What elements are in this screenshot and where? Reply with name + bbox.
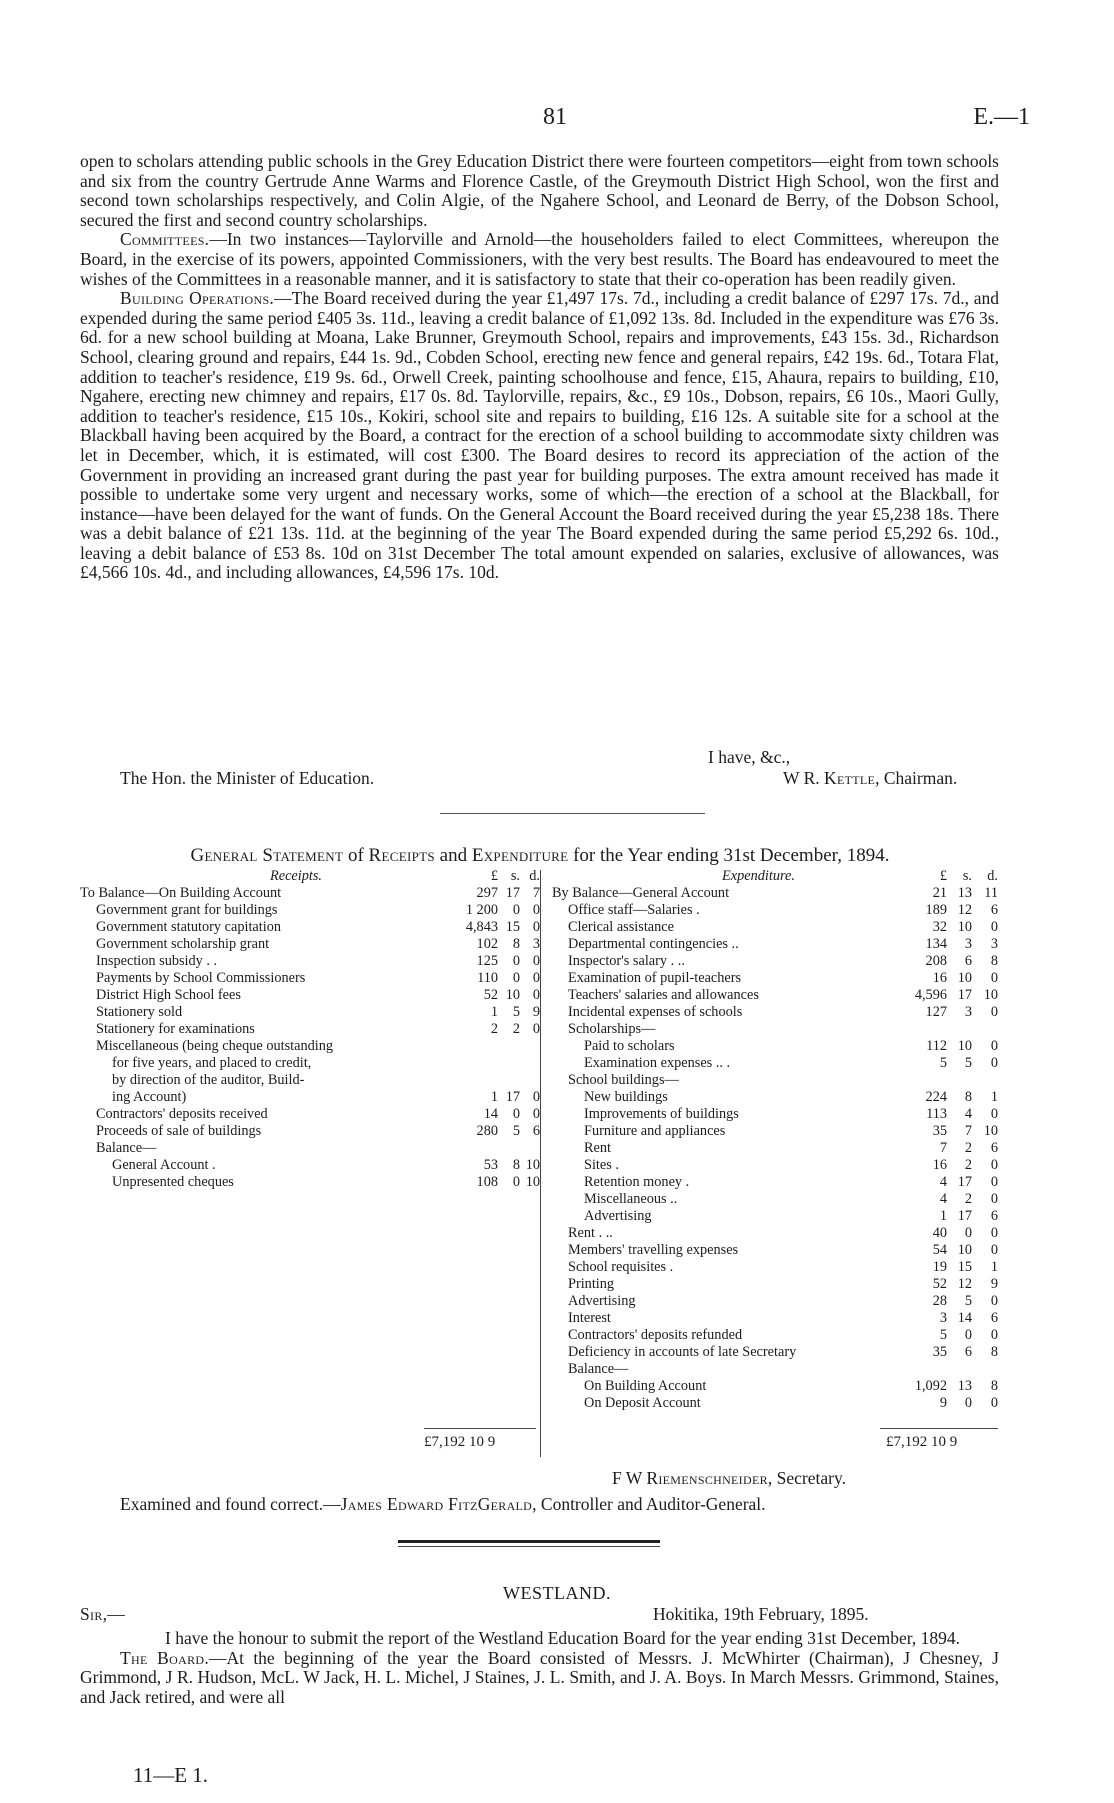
line-item-label: Government scholarship grant [96, 936, 270, 952]
line-item-label: School buildings— [568, 1072, 679, 1088]
line-item-label: Interest [568, 1310, 611, 1326]
amount-shillings: 10 [957, 1038, 972, 1054]
line-item-label: Teachers' salaries and allowances [568, 987, 759, 1003]
ledger-row [552, 1191, 1000, 1208]
line-item-label: Incidental expenses of schools [568, 1004, 743, 1020]
amount-pence: 0 [990, 1191, 998, 1207]
amount-pence: 0 [990, 1038, 998, 1054]
amount-pounds: 125 [476, 953, 498, 969]
amount-pounds: 108 [476, 1174, 498, 1190]
ledger-row [80, 1174, 540, 1191]
amount-shillings: 6 [964, 1344, 972, 1360]
ledger-row [552, 936, 1000, 953]
amount-shillings: 17 [957, 987, 972, 1003]
amount-pence: 10 [983, 987, 998, 1003]
paragraph: I have the honour to submit the report of the Westland Education Board for the year ending 31st December, 1894. [165, 1628, 961, 1648]
amount-pence: 10 [983, 1123, 998, 1139]
amount-shillings: 0 [964, 1395, 972, 1411]
amount-shillings: 17 [505, 1089, 520, 1105]
amount-pence: 10 [525, 1157, 540, 1173]
receipts-header [80, 868, 540, 885]
amount-pence: 0 [532, 1089, 540, 1105]
ledger-row [552, 1106, 1000, 1123]
line-item-label: Rent [584, 1140, 612, 1156]
ledger-row [80, 1055, 532, 1072]
salutation-row [80, 1605, 999, 1629]
amount-pence: 8 [990, 1344, 998, 1360]
line-item-label: Retention money . [584, 1174, 690, 1190]
amount-shillings: 3 [964, 1004, 972, 1020]
line-item-label: Contractors' deposits received [96, 1106, 268, 1122]
amount-shillings: 8 [512, 936, 520, 952]
ledger-row [552, 987, 1000, 1004]
amount-pounds: 280 [476, 1123, 498, 1139]
ledger-row [552, 1395, 1000, 1412]
amount-pence: 8 [990, 1378, 998, 1394]
amount-shillings: 0 [964, 1225, 972, 1241]
line-item-label: Advertising [584, 1208, 652, 1224]
amount-pounds: 4 [939, 1174, 947, 1190]
amount-pence: 0 [990, 1395, 998, 1411]
ledger-row [552, 1174, 1000, 1191]
amount-pence: 9 [532, 1004, 540, 1020]
amount-pence: 3 [532, 936, 540, 952]
line-item-label: Miscellaneous (being cheque outstanding [96, 1038, 334, 1054]
amount-pence: 0 [532, 987, 540, 1003]
ledger-row [552, 1225, 1000, 1242]
amount-shillings: 5 [964, 1055, 972, 1071]
section-divider [398, 1546, 660, 1547]
amount-shillings: 5 [512, 1123, 520, 1139]
line-item-label: Paid to scholars [584, 1038, 675, 1054]
expenditure-header [552, 868, 1000, 885]
amount-pence: 0 [532, 953, 540, 969]
amount-pence: 0 [532, 919, 540, 935]
amount-pounds: 4 [939, 1191, 947, 1207]
page-header [80, 104, 1030, 136]
amount-pence: 6 [990, 1208, 998, 1224]
ledger-row [552, 1378, 1000, 1395]
ledger-row [80, 1157, 540, 1174]
amount-pounds: 110 [477, 970, 498, 986]
amount-shillings: 8 [512, 1157, 520, 1173]
line-item-label: Sites . [584, 1157, 619, 1173]
amount-pounds: 5 [939, 1055, 947, 1071]
ledger-row [80, 1106, 540, 1123]
ledger-row [552, 1310, 1000, 1327]
amount-shillings: 0 [512, 953, 520, 969]
currency-shillings: s. [962, 868, 972, 884]
line-item-label: Stationery sold [96, 1004, 183, 1020]
line-item-label: New buildings [584, 1089, 668, 1105]
ledger-row [552, 885, 1000, 902]
amount-pence: 10 [525, 1174, 540, 1190]
amount-shillings: 10 [505, 987, 520, 1003]
amount-shillings: 2 [964, 1157, 972, 1173]
amount-pence: 7 [532, 885, 540, 901]
ledger-row [552, 919, 1000, 936]
divider [440, 813, 705, 814]
westland-report [80, 1605, 999, 1707]
ledger-row [552, 1055, 1000, 1072]
ledger-row [80, 902, 540, 919]
amount-pence: 0 [532, 1021, 540, 1037]
amount-shillings: 6 [964, 953, 972, 969]
ledger-row [552, 1123, 1000, 1140]
line-item-label: Rent . .. [568, 1225, 613, 1241]
ledger-row [80, 1072, 532, 1089]
ledger-row [80, 970, 540, 987]
line-item-label: Government grant for buildings [96, 902, 278, 918]
ledger-row [552, 1259, 1000, 1276]
currency-pence: d. [529, 868, 540, 884]
ledger-row [552, 1038, 1000, 1055]
line-item-label: Examination of pupil-teachers [568, 970, 742, 986]
amount-pounds: 1 [490, 1089, 498, 1105]
amount-pounds: 4,596 [914, 987, 947, 1003]
column-header: Receipts. [270, 868, 323, 884]
line-item-label: Stationery for examinations [96, 1021, 255, 1037]
line-item-label: On Deposit Account [584, 1395, 701, 1411]
amount-pounds: 102 [476, 936, 498, 952]
ledger-row [80, 987, 540, 1004]
amount-pence: 0 [532, 902, 540, 918]
amount-pounds: 2 [490, 1021, 498, 1037]
amount-pounds: 9 [939, 1395, 947, 1411]
amount-pence: 1 [990, 1089, 998, 1105]
amount-pence: 0 [990, 1242, 998, 1258]
line-item-label: Unpresented cheques [112, 1174, 234, 1190]
ledger-row [552, 1293, 1000, 1310]
line-item-label: Inspection subsidy . . [96, 953, 218, 969]
amount-pounds: 52 [483, 987, 498, 1003]
amount-shillings: 0 [512, 902, 520, 918]
amount-shillings: 8 [964, 1089, 972, 1105]
ledger-row [552, 902, 1000, 919]
amount-pence: 1 [990, 1259, 998, 1275]
line-item-label: Departmental contingencies .. [568, 936, 739, 952]
line-item-label: General Account . [112, 1157, 216, 1173]
ledger-row [80, 953, 540, 970]
addressee: The Hon. the Minister of Education. [120, 768, 375, 788]
statement-title: General Statement of Receipts and Expenditure for the Year ending 31st December, 1894. [190, 845, 890, 866]
ledger-row [552, 1242, 1000, 1259]
amount-pence: 0 [990, 919, 998, 935]
line-item-label: Deficiency in accounts of late Secretary [568, 1344, 797, 1360]
line-item-label: Printing [568, 1276, 615, 1292]
amount-pounds: 54 [932, 1242, 947, 1258]
line-item-label: Contractors' deposits refunded [568, 1327, 743, 1343]
line-item-label: School requisites . [568, 1259, 674, 1275]
amount-pence: 0 [990, 1055, 998, 1071]
amount-shillings: 2 [512, 1021, 520, 1037]
amount-shillings: 7 [964, 1123, 972, 1139]
paragraph-the-board: The Board.—At the beginning of the year the Board consisted of Messrs. J. McWhirter (Chairman), J Chesney, J Grimmond, J R. Hudson, McL. W Jack, H. L. Michel, J Staines, J. L. Smith, and J. A. Boys. In March Messrs. Grimmond, Staines, and Jack retired, and were all [80, 1647, 999, 1707]
line-item-label: ing Account) [112, 1089, 187, 1105]
amount-shillings: 12 [957, 902, 972, 918]
amount-shillings: 0 [512, 970, 520, 986]
signatory: W R. Kettle, Chairman. [783, 768, 958, 788]
amount-pence: 11 [984, 885, 998, 901]
amount-pounds: 224 [925, 1089, 947, 1105]
amount-pence: 0 [990, 1293, 998, 1309]
ledger-row [552, 1072, 1000, 1089]
expenditure-total: £7,192 10 9 [886, 1434, 958, 1450]
ledger-row [552, 1327, 1000, 1344]
amount-pence: 6 [990, 1140, 998, 1156]
amount-pence: 0 [990, 1327, 998, 1343]
amount-shillings: 17 [957, 1174, 972, 1190]
ledger-row [80, 1004, 540, 1021]
ledger-row [80, 1038, 532, 1055]
amount-pounds: 19 [932, 1259, 947, 1275]
auditor-certification: Examined and found correct.—James Edward FitzGerald, Controller and Auditor-General. [120, 1494, 766, 1514]
section-divider [398, 1540, 660, 1543]
amount-pence: 0 [990, 1004, 998, 1020]
amount-shillings: 10 [957, 1242, 972, 1258]
amount-shillings: 17 [505, 885, 520, 901]
line-item-label: Furniture and appliances [584, 1123, 726, 1139]
amount-pence: 6 [990, 902, 998, 918]
amount-pounds: 4,843 [465, 919, 498, 935]
ledger-row [80, 1089, 540, 1106]
amount-pounds: 16 [932, 970, 947, 986]
paragraph-building-operations: Building Operations.—The Board received during the year £1,497 17s. 7d., including a credit balance of £297 17s. 7d., and expended during the same period £405 3s. 11d., leaving a credit balance of £1,092 13s. 8d. Included in the expenditure was £76 3s. 6d. for a new school building at Moana, Lake Brunner, Greymouth School, repairs and improvements, £43 15s. 3d., Richardson School, clearing ground and repairs, £44 1s. 9d., Cobden School, erecting new fence and general repairs, £42 19s. 6d., Totara Flat, addition to teacher's residence, £19 9s. 6d., Orwell Creek, painting schoolhouse and fence, £15, Ahaura, repairs to building, £10, Ngahere, erecting new chimney and repairs, £17 0s. 8d. Taylorville, repairs, &c., £9 10s., Dobson, repairs, £6 10s., Maori Gully, addition to teacher's residence, £15 10s., Kokiri, school site and repairs to building, £16 12s. A suitable site for a school at the Blackball having been acquired by the Board, a contract for the erection of a school building to accommodate sixty children was let in December, which, it is estimated, will cost £300. The Board desires to record its appreciation of the action of the Government in providing an increased grant during the past year for building purposes. The extra amount received has made it possible to undertake some very urgent and necessary works, some of which—the erection of a school at the Blackball, for instance—have been delayed for the want of funds. On the General Account the Board received during the year £5,238 18s. There was a debit balance of £21 13s. 11d. at the beginning of the year The Board expended during the same period £5,292 6s. 10d., leaving a debit balance of £53 8s. 10d on 31st December The total amount expended on salaries, exclusive of allowances, was £4,566 10s. 4d., and including allowances, £4,596 17s. 10d. [80, 288, 999, 583]
ledger-row [80, 1021, 540, 1038]
paragraph: open to scholars attending public schools in the Grey Education District there were fourteen competitors—eight from town schools and six from the country Gertrude Anne Warms and Florence Castle, of the Greymouth District High School, won the first and second town scholarships respectively, and Colin Algie, of the Ngahere School, and Leonard de Berry, of the Dobson School, secured the first and second country scholarships. [80, 151, 999, 230]
signature-mark: 11—E 1. [133, 1763, 209, 1787]
line-item-label: Examination expenses .. . [584, 1055, 731, 1071]
amount-pounds: 35 [932, 1344, 947, 1360]
line-item-label: Members' travelling expenses [568, 1242, 739, 1258]
ledger-row [552, 1157, 1000, 1174]
amount-shillings: 13 [957, 885, 972, 901]
amount-pounds: 3 [939, 1310, 947, 1326]
line-item-label: District High School fees [96, 987, 241, 1003]
ledger-row [552, 1021, 1000, 1038]
page-reference: E.—1 [973, 104, 1030, 130]
salutation: Sir,— [80, 1604, 126, 1624]
amount-pounds: 1 [490, 1004, 498, 1020]
currency-pounds: £ [939, 868, 947, 884]
amount-shillings: 0 [964, 1327, 972, 1343]
amount-pence: 0 [990, 1225, 998, 1241]
line-item-label: Office staff—Salaries . [568, 902, 700, 918]
amount-pounds: 112 [926, 1038, 947, 1054]
amount-pence: 0 [990, 1106, 998, 1122]
column-divider [540, 870, 541, 1457]
closing: I have, &c., [708, 747, 791, 767]
amount-pounds: 14 [483, 1106, 498, 1122]
amount-pounds: 113 [926, 1106, 947, 1122]
amount-shillings: 14 [957, 1310, 972, 1326]
amount-shillings: 13 [957, 1378, 972, 1394]
ledger-row [552, 970, 1000, 987]
amount-shillings: 4 [964, 1106, 972, 1122]
amount-pounds: 53 [483, 1157, 498, 1173]
amount-pence: 0 [532, 970, 540, 986]
amount-shillings: 0 [512, 1106, 520, 1122]
currency-pounds: £ [490, 868, 498, 884]
line-item-label: Government statutory capitation [96, 919, 282, 935]
line-item-label: Balance— [568, 1361, 629, 1377]
line-item-label: Proceeds of sale of buildings [96, 1123, 262, 1139]
amount-shillings: 15 [957, 1259, 972, 1275]
expenditure-total-rule [880, 1428, 998, 1429]
amount-pence: 0 [990, 1174, 998, 1190]
amount-pounds: 32 [932, 919, 947, 935]
currency-pence: d. [987, 868, 998, 884]
amount-shillings: 17 [957, 1208, 972, 1224]
amount-pence: 9 [990, 1276, 998, 1292]
amount-pounds: 52 [932, 1276, 947, 1292]
paragraph-lead: Committees. [120, 229, 210, 250]
line-item-label: On Building Account [584, 1378, 707, 1394]
receipts-total: £7,192 10 9 [424, 1434, 496, 1450]
amount-pounds: 16 [932, 1157, 947, 1173]
amount-shillings: 5 [964, 1293, 972, 1309]
amount-pence: 3 [990, 936, 998, 952]
amount-pence: 0 [532, 1106, 540, 1122]
line-item-label: Balance— [96, 1140, 157, 1156]
line-item-label: Clerical assistance [568, 919, 674, 935]
line-item-label: Scholarships— [568, 1021, 656, 1037]
amount-shillings: 12 [957, 1276, 972, 1292]
line-item-label: Improvements of buildings [584, 1106, 739, 1122]
amount-pounds: 134 [925, 936, 947, 952]
letter-signoff [80, 747, 999, 789]
ledger-row [80, 936, 540, 953]
amount-pounds: 127 [925, 1004, 947, 1020]
column-header: Expenditure. [722, 868, 795, 884]
amount-pounds: 5 [939, 1327, 947, 1343]
line-item-label: By Balance—General Account [552, 885, 730, 901]
section-title: WESTLAND. [503, 1583, 611, 1603]
ledger-row [552, 953, 1000, 970]
line-item-label: Advertising [568, 1293, 636, 1309]
amount-shillings: 15 [505, 919, 520, 935]
amount-pence: 6 [532, 1123, 540, 1139]
line-item-label: by direction of the auditor, Build- [112, 1072, 305, 1088]
amount-pounds: 35 [932, 1123, 947, 1139]
amount-pounds: 189 [925, 902, 947, 918]
place-date: Hokitika, 19th February, 1895. [653, 1604, 869, 1624]
secretary-signature: F W Riemenschneider, Secretary. [612, 1468, 846, 1488]
ledger-row [552, 1089, 1000, 1106]
line-item-label: for five years, and placed to credit, [112, 1055, 312, 1071]
line-item-label: Inspector's salary . .. [568, 953, 685, 969]
amount-pounds: 28 [932, 1293, 947, 1309]
page-number: 81 [543, 104, 567, 130]
amount-shillings: 3 [964, 936, 972, 952]
amount-shillings: 10 [957, 919, 972, 935]
ledger-row [552, 1361, 1000, 1378]
receipts-total-rule [424, 1428, 536, 1429]
amount-shillings: 5 [512, 1004, 520, 1020]
ledger-row [80, 919, 540, 936]
amount-pounds: 7 [939, 1140, 947, 1156]
ledger-row [552, 1140, 1000, 1157]
paragraph-lead: Building Operations. [120, 288, 275, 309]
amount-shillings: 2 [964, 1191, 972, 1207]
line-item-label: Miscellaneous .. [584, 1191, 678, 1207]
paragraph-lead: The Board. [120, 1647, 210, 1668]
amount-pounds: 208 [925, 953, 947, 969]
amount-pounds: 1,092 [914, 1378, 947, 1394]
amount-shillings: 0 [512, 1174, 520, 1190]
ledger-row [552, 1276, 1000, 1293]
amount-pounds: 40 [932, 1225, 947, 1241]
ledger-row [80, 1140, 532, 1157]
report-body [80, 152, 999, 583]
line-item-label: To Balance—On Building Account [80, 885, 282, 901]
amount-pence: 8 [990, 953, 998, 969]
expenditure-column [552, 868, 1000, 1412]
currency-shillings: s. [510, 868, 520, 884]
amount-shillings: 2 [964, 1140, 972, 1156]
amount-shillings: 10 [957, 970, 972, 986]
amount-pence: 0 [990, 1157, 998, 1173]
amount-pence: 6 [990, 1310, 998, 1326]
amount-pence: 0 [990, 970, 998, 986]
amount-pounds: 1 200 [465, 902, 498, 918]
amount-pounds: 1 [939, 1208, 947, 1224]
line-item-label: Payments by School Commissioners [96, 970, 306, 986]
ledger-row [80, 885, 540, 902]
receipts-column [80, 868, 540, 1191]
amount-pounds: 297 [476, 885, 498, 901]
ledger-row [552, 1344, 1000, 1361]
amount-pounds: 21 [932, 885, 947, 901]
paragraph-committees: Committees.—In two instances—Taylorville and Arnold—the householders failed to elect Committees, whereupon the Board, in the exercise of its powers, appointed Commissioners, with the very best results. The Board has endeavoured to meet the wishes of the Committees in a reasonable manner, and it is satisfactory to state that their co-operation has been readily given. [80, 229, 999, 289]
ledger-row [552, 1004, 1000, 1021]
ledger-row [552, 1208, 1000, 1225]
ledger-row [80, 1123, 540, 1140]
